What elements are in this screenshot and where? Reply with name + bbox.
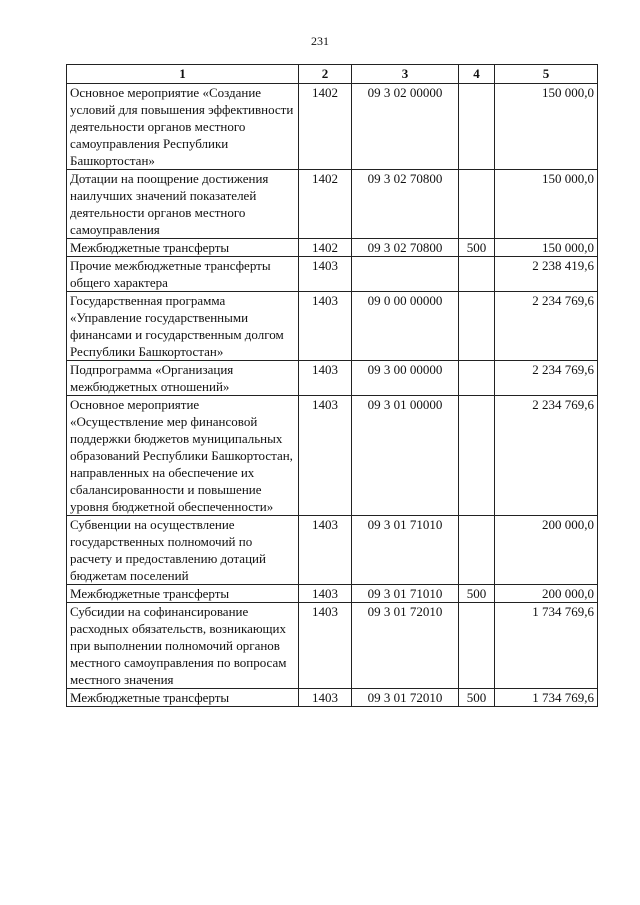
row-code: 09 3 01 71010 bbox=[352, 516, 459, 585]
row-name: Межбюджетные трансферты bbox=[67, 239, 299, 257]
row-sum: 2 234 769,6 bbox=[495, 396, 598, 516]
row-name: Субсидии на софинансирование расходных обязательств, возникающих при выполнении полномочий органов местного самоуправления по вопросам местного значения bbox=[67, 603, 299, 689]
row-code: 09 3 02 70800 bbox=[352, 239, 459, 257]
table-row bbox=[67, 361, 598, 396]
column-header-code: 3 bbox=[352, 65, 459, 84]
page-number: 231 bbox=[311, 34, 329, 48]
row-type: 500 bbox=[459, 585, 495, 603]
table-row bbox=[67, 603, 598, 689]
row-type: 500 bbox=[459, 689, 495, 707]
table-row bbox=[67, 516, 598, 585]
column-header-sum: 5 bbox=[495, 65, 598, 84]
budget-table bbox=[66, 64, 598, 707]
row-sum: 2 238 419,6 bbox=[495, 257, 598, 292]
row-section: 1402 bbox=[299, 84, 352, 170]
row-type bbox=[459, 361, 495, 396]
row-sum: 200 000,0 bbox=[495, 516, 598, 585]
row-section: 1402 bbox=[299, 239, 352, 257]
row-sum: 1 734 769,6 bbox=[495, 689, 598, 707]
row-code: 09 3 01 00000 bbox=[352, 396, 459, 516]
table-row bbox=[67, 292, 598, 361]
row-name: Государственная программа «Управление государственными финансами и государственным долгом Республики Башкортостан» bbox=[67, 292, 299, 361]
column-header-name: 1 bbox=[67, 65, 299, 84]
row-code: 09 3 00 00000 bbox=[352, 361, 459, 396]
row-name: Основное мероприятие «Создание условий для повышения эффективности деятельности органов местного самоуправления Республики Башкортостан» bbox=[67, 84, 299, 170]
row-type bbox=[459, 84, 495, 170]
row-code: 09 3 01 71010 bbox=[352, 585, 459, 603]
column-header-type: 4 bbox=[459, 65, 495, 84]
row-type bbox=[459, 396, 495, 516]
row-name: Подпрограмма «Организация межбюджетных отношений» bbox=[67, 361, 299, 396]
row-code: 09 3 01 72010 bbox=[352, 689, 459, 707]
row-code: 09 3 01 72010 bbox=[352, 603, 459, 689]
row-code: 09 0 00 00000 bbox=[352, 292, 459, 361]
row-code: 09 3 02 00000 bbox=[352, 84, 459, 170]
row-sum: 1 734 769,6 bbox=[495, 603, 598, 689]
row-sum: 150 000,0 bbox=[495, 84, 598, 170]
row-type bbox=[459, 516, 495, 585]
row-section: 1403 bbox=[299, 603, 352, 689]
row-sum: 2 234 769,6 bbox=[495, 292, 598, 361]
row-type bbox=[459, 603, 495, 689]
row-code bbox=[352, 257, 459, 292]
row-section: 1403 bbox=[299, 361, 352, 396]
row-section: 1403 bbox=[299, 689, 352, 707]
table-row bbox=[67, 170, 598, 239]
row-name: Межбюджетные трансферты bbox=[67, 689, 299, 707]
row-sum: 150 000,0 bbox=[495, 239, 598, 257]
table-row bbox=[67, 239, 598, 257]
row-code: 09 3 02 70800 bbox=[352, 170, 459, 239]
table-row bbox=[67, 84, 598, 170]
row-section: 1403 bbox=[299, 292, 352, 361]
table-row bbox=[67, 396, 598, 516]
row-name: Межбюджетные трансферты bbox=[67, 585, 299, 603]
row-type: 500 bbox=[459, 239, 495, 257]
table-row bbox=[67, 585, 598, 603]
row-type bbox=[459, 257, 495, 292]
row-sum: 200 000,0 bbox=[495, 585, 598, 603]
row-section: 1403 bbox=[299, 257, 352, 292]
row-type bbox=[459, 292, 495, 361]
row-sum: 2 234 769,6 bbox=[495, 361, 598, 396]
row-name: Основное мероприятие «Осуществление мер финансовой поддержки бюджетов муниципальных образований Республики Башкортостан, направленных на обеспечение их сбалансированности и повышение уровня бюджетной обеспеченности» bbox=[67, 396, 299, 516]
row-section: 1403 bbox=[299, 396, 352, 516]
table-header-row bbox=[67, 65, 598, 84]
table-row bbox=[67, 257, 598, 292]
row-section: 1403 bbox=[299, 585, 352, 603]
row-type bbox=[459, 170, 495, 239]
row-section: 1402 bbox=[299, 170, 352, 239]
row-name: Субвенции на осуществление государственных полномочий по расчету и предоставлению дотаций бюджетам поселений bbox=[67, 516, 299, 585]
row-name: Дотации на поощрение достижения наилучших значений показателей деятельности органов местного самоуправления bbox=[67, 170, 299, 239]
table-row bbox=[67, 689, 598, 707]
row-section: 1403 bbox=[299, 516, 352, 585]
row-name: Прочие межбюджетные трансферты общего характера bbox=[67, 257, 299, 292]
row-sum: 150 000,0 bbox=[495, 170, 598, 239]
column-header-section: 2 bbox=[299, 65, 352, 84]
